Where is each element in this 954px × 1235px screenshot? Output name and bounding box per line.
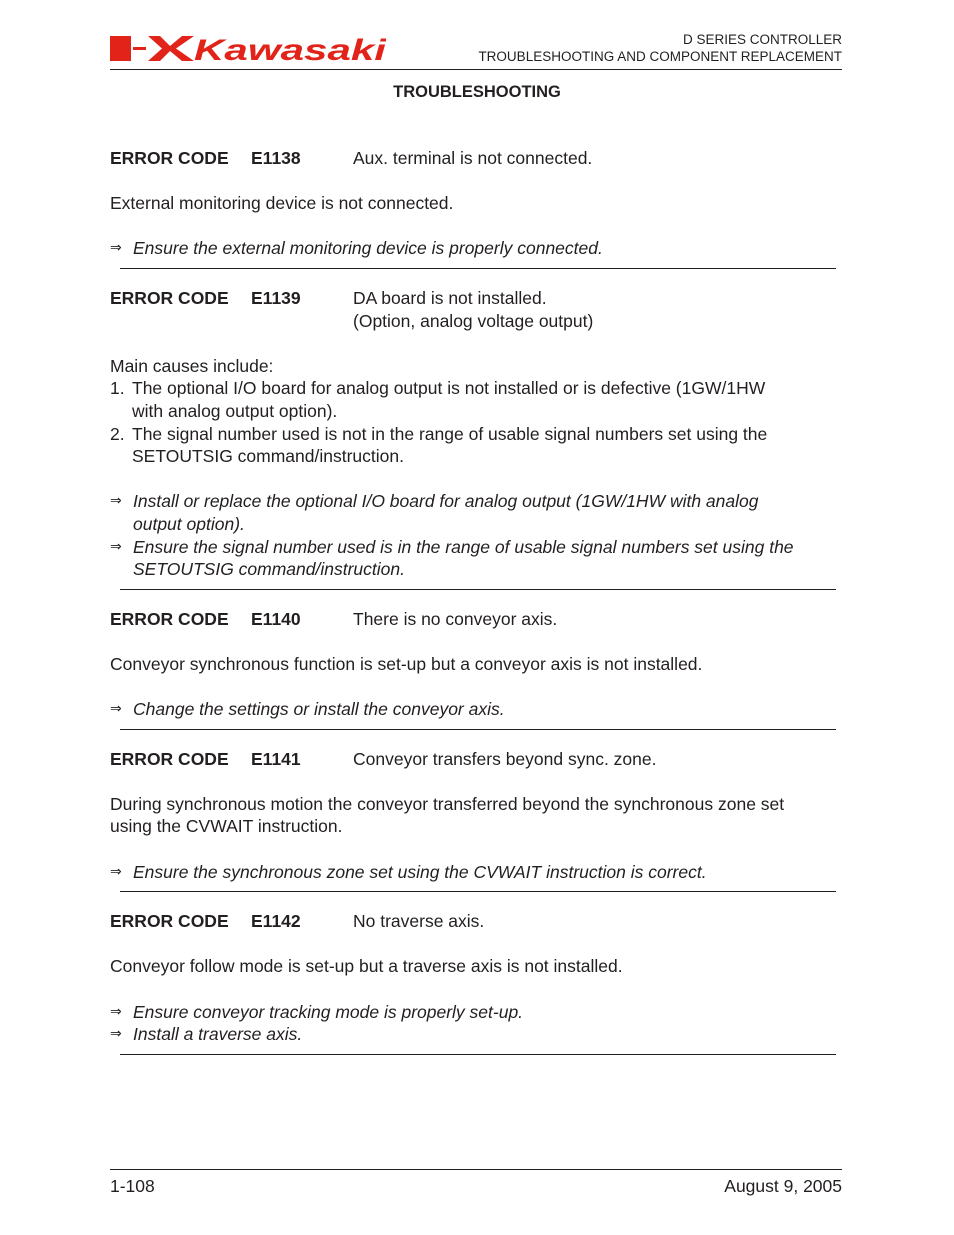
error-entry	[110, 910, 842, 1055]
remedy-line: Install a traverse axis.	[133, 1024, 303, 1045]
error-label: ERROR CODE	[110, 608, 229, 629]
arrow-icon: ⇒	[110, 1026, 122, 1043]
error-code: E1142	[251, 911, 301, 932]
remedy-line: Ensure the signal number used is in the range of usable signal numbers set using the	[133, 536, 794, 557]
remedy	[110, 698, 842, 721]
cause-item	[110, 423, 842, 468]
cause-number: 2.	[110, 423, 125, 444]
error-label: ERROR CODE	[110, 748, 229, 769]
separator-line	[120, 1054, 836, 1055]
error-entry	[110, 147, 842, 269]
error-description	[353, 147, 592, 170]
cause-line: The optional I/O board for analog output is not installed or is defective (1GW/1HW	[132, 378, 766, 399]
error-code: E1139	[251, 287, 301, 308]
error-entry	[110, 748, 842, 893]
cause-item	[110, 377, 842, 422]
error-heading	[110, 287, 842, 331]
error-code: E1141	[251, 748, 301, 769]
error-entry	[110, 608, 842, 730]
brand-wordmark: Kawasaki	[194, 34, 386, 63]
arrow-icon: ⇒	[110, 863, 122, 880]
footer-rule	[110, 1169, 842, 1170]
causes-intro: Main causes include:	[110, 355, 274, 376]
cause-number: 1.	[110, 378, 125, 399]
remedy	[110, 1001, 842, 1024]
arrow-icon: ⇒	[110, 701, 122, 718]
publication-date: August 9, 2005	[724, 1176, 842, 1196]
remedy	[110, 237, 842, 260]
error-heading	[110, 608, 842, 631]
error-list	[110, 147, 842, 1073]
remedy-line: Install or replace the optional I/O board for analog output (1GW/1HW with analog	[133, 491, 759, 512]
arrow-icon: ⇒	[110, 538, 122, 555]
error-label: ERROR CODE	[110, 911, 229, 932]
cause-line: The signal number used is not in the range of usable signal numbers set using the	[132, 423, 768, 444]
description-line: Aux. terminal is not connected.	[353, 148, 593, 168]
error-description	[353, 748, 657, 771]
remedy-line: output option).	[133, 513, 245, 534]
separator-line	[120, 268, 836, 269]
header-rule	[110, 69, 842, 70]
description-line: Conveyor transfers beyond sync. zone.	[353, 748, 657, 769]
cause-line: with analog output option).	[132, 400, 338, 421]
remedy	[110, 536, 842, 581]
header-doc-title: D SERIES CONTROLLER	[682, 32, 842, 47]
arrow-icon: ⇒	[110, 240, 122, 257]
page-title: TROUBLESHOOTING	[393, 83, 561, 101]
arrow-icon: ⇒	[110, 1003, 122, 1020]
remedy-line: SETOUTSIG command/instruction.	[133, 559, 405, 580]
error-heading	[110, 748, 842, 771]
error-explanation: using the CVWAIT instruction.	[110, 816, 343, 837]
error-heading	[110, 910, 842, 933]
remedy	[110, 1023, 842, 1046]
error-explanation: External monitoring device is not connected.	[110, 193, 454, 214]
kawasaki-logo	[110, 33, 386, 63]
arrow-icon: ⇒	[110, 493, 122, 510]
causes-list	[110, 377, 842, 467]
separator-line	[120, 729, 836, 730]
description-line: No traverse axis.	[353, 911, 485, 932]
description-line: DA board is not installed.	[353, 287, 547, 308]
error-description	[353, 608, 557, 631]
remedy	[110, 490, 842, 535]
error-explanation: During synchronous motion the conveyor transferred beyond the synchronous zone set	[110, 793, 785, 814]
separator-line	[120, 891, 836, 892]
separator-line	[120, 589, 836, 590]
error-explanation: Conveyor synchronous function is set-up but a conveyor axis is not installed.	[110, 653, 703, 674]
description-line: (Option, analog voltage output)	[353, 310, 594, 331]
cause-line: SETOUTSIG command/instruction.	[132, 446, 404, 467]
error-entry	[110, 287, 842, 590]
error-label: ERROR CODE	[110, 148, 229, 168]
error-description	[353, 910, 484, 933]
error-heading	[110, 147, 842, 170]
error-code: E1140	[251, 608, 301, 629]
page-number: 1-108	[110, 1176, 155, 1196]
error-description	[353, 287, 593, 332]
error-code: E1138	[251, 148, 301, 168]
remedy-line: Ensure conveyor tracking mode is properly set-up.	[133, 1001, 524, 1022]
error-label: ERROR CODE	[110, 287, 229, 308]
remedy	[110, 861, 842, 884]
remedy-line: Ensure the synchronous zone set using the CVWAIT instruction is correct.	[133, 861, 707, 882]
error-explanation: Conveyor follow mode is set-up but a traverse axis is not installed.	[110, 956, 623, 977]
remedy-line: Change the settings or install the conveyor axis.	[133, 699, 505, 720]
remedy-line: Ensure the external monitoring device is properly connected.	[133, 238, 603, 259]
description-line: There is no conveyor axis.	[353, 608, 558, 629]
header-doc-subtitle: TROUBLESHOOTING AND COMPONENT REPLACEMENT	[478, 49, 842, 64]
